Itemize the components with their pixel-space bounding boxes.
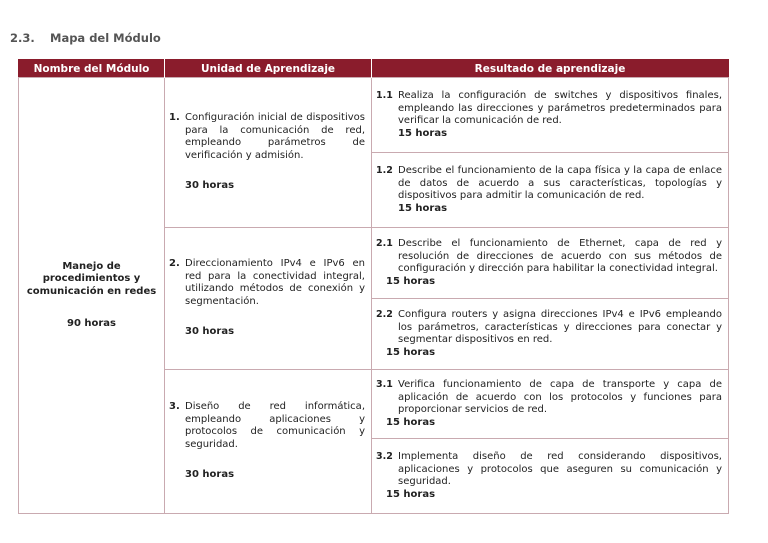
result-hours: 15 horas (386, 346, 436, 358)
unit-number: 1. (169, 112, 180, 124)
unit-cell-1 (165, 78, 372, 228)
result-number: 3.2 (376, 451, 393, 462)
section-heading (10, 31, 161, 45)
result-hours: 15 horas (386, 275, 436, 287)
module-map-table (18, 59, 729, 514)
result-cell-3-2 (372, 439, 729, 514)
section-title: Mapa del Módulo (50, 31, 161, 45)
unit-cell-3 (165, 370, 372, 514)
result-number: 2.1 (376, 238, 393, 249)
unit-cell-2 (165, 228, 372, 370)
unit-hours: 30 horas (185, 326, 235, 338)
result-number: 1.2 (376, 165, 393, 176)
result-hours: 15 horas (386, 416, 436, 428)
module-name: Manejo de procedimientos y comunicación en redes (26, 260, 157, 297)
result-text: Describe el funcionamiento de Ethernet, capa de red y resolución de direcciones de acuerdo con sus métodos de configuración y dirección para habilitar la conectividad integral. (398, 238, 722, 274)
result-text: Implementa diseño de red considerando dispositivos, aplicaciones y protocolos que aseguren su comunicación y seguridad. (398, 451, 722, 487)
result-number: 2.2 (376, 309, 393, 320)
header-module-name: Nombre del Módulo (19, 60, 165, 78)
header-learning-result: Resultado de aprendizaje (372, 60, 729, 78)
result-text: Configura routers y asigna direcciones IPv4 e IPv6 empleando los parámetros, características y direcciones para conectar y segmentar dispositivos en red. (398, 309, 722, 345)
section-number: 2.3. (10, 31, 35, 45)
result-cell-1-1 (372, 78, 729, 153)
result-number: 1.1 (376, 90, 393, 101)
unit-number: 3. (169, 401, 180, 413)
result-hours: 15 horas (386, 488, 436, 500)
result-hours: 15 horas (398, 127, 448, 139)
unit-text: Direccionamiento IPv4 e IPv6 en red para la conectividad integral, utilizando métodos de conexión y segmentación. (185, 258, 365, 307)
result-text: Realiza la configuración de switches y dispositivos finales, empleando las direcciones y parámetros predeterminados para verificar la comunicación de red. (398, 90, 722, 126)
unit-number: 2. (169, 258, 180, 270)
result-text: Verifica funcionamiento de capa de transporte y capa de aplicación de acuerdo con los protocolos y funciones para proporcionar servicios de red. (398, 379, 722, 415)
result-cell-3-1 (372, 370, 729, 439)
unit-text: Configuración inicial de dispositivos para la comunicación de red, empleando parámetros de verificación y admisión. (185, 112, 365, 161)
module-hours: 90 horas (66, 318, 117, 329)
module-cell (19, 78, 165, 514)
result-cell-2-1 (372, 228, 729, 299)
result-text: Describe el funcionamiento de la capa física y la capa de enlace de datos de acuerdo a sus características, topologías y dispositivos para admitir la comunicación de red. (398, 165, 722, 201)
result-number: 3.1 (376, 379, 393, 390)
unit-text: Diseño de red informática, empleando aplicaciones y protocolos de comunicación y seguridad. (185, 401, 365, 450)
result-hours: 15 horas (398, 202, 448, 214)
header-learning-unit: Unidad de Aprendizaje (165, 60, 372, 78)
result-cell-2-2 (372, 299, 729, 370)
table-row (19, 78, 729, 153)
result-cell-1-2 (372, 153, 729, 228)
unit-hours: 30 horas (185, 469, 235, 481)
unit-hours: 30 horas (185, 180, 235, 192)
table-header-row (19, 60, 729, 78)
